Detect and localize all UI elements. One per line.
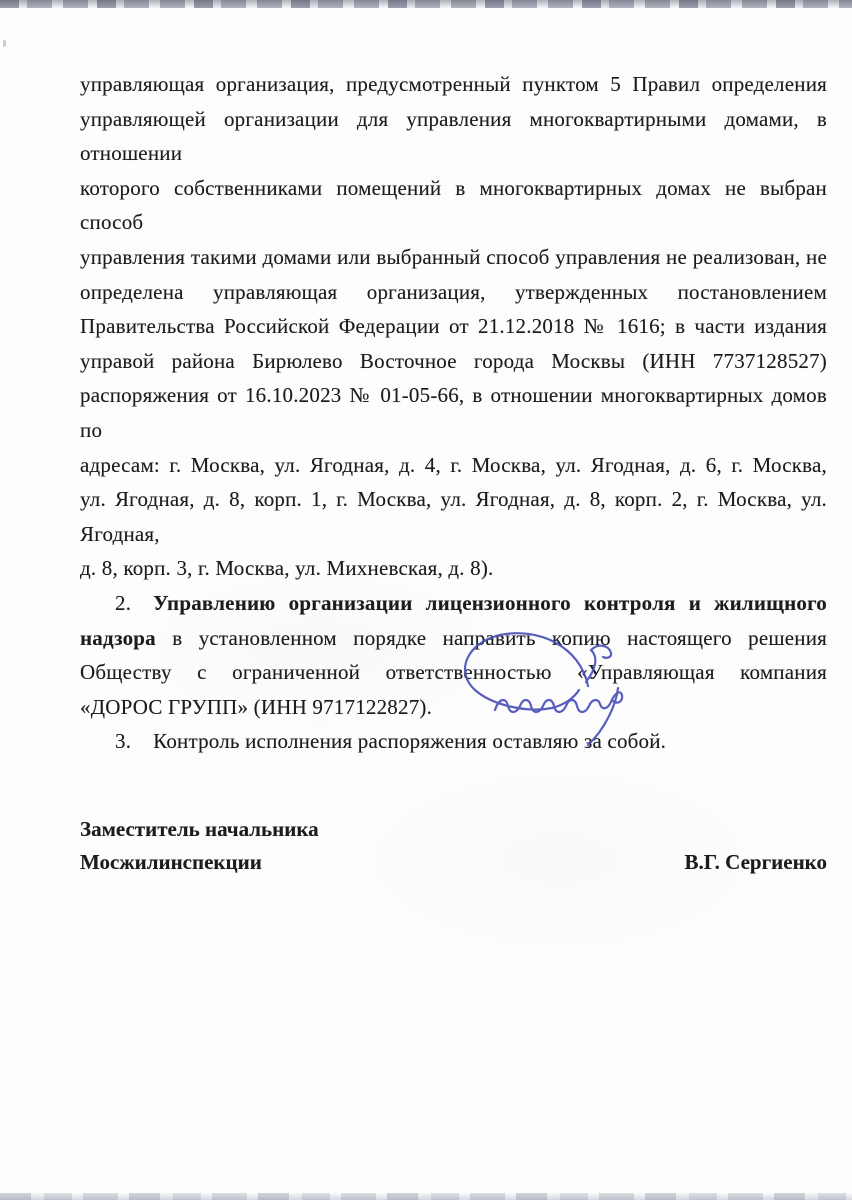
document-line [80,275,827,310]
text-segment: распоряжения от 16.10.2023 № 01-05-66, в отношении многоквартирных домов по [80,383,827,442]
text-segment: которого собственниками помещений в многоквартирных домах не выбран способ [80,175,827,235]
document-line [80,102,827,171]
text-segment: управляющей организации для управления многоквартирными домами, в отношении [80,106,827,166]
text-segment: ул. Ягодная, д. 8, корп. 1, г. Москва, ул. Ягодная, д. 8, корп. 2, г. Москва, ул. Ягодная, [80,487,827,546]
text-segment: управления такими домами или выбранный способ управления не реализован, не [80,244,827,269]
document-line [80,67,827,102]
text-segment: Правительства Российской Федерации от 21.12.2018 № 1616; в части издания [80,314,827,339]
signer-title-line-2: Мосжилинспекции [80,850,262,875]
signoff-row-2 [80,846,827,880]
text-segment: управой района Бирюлево Восточное города Москвы (ИНН 7737128527) [80,348,827,373]
scan-artifact-top-edge [0,0,852,8]
signoff-row-1 [80,813,827,847]
text-segment: управляющая организация, предусмотренный пунктом 5 Правил определения [80,72,827,96]
scan-speck [3,40,6,47]
signer-title-line-1: Заместитель начальника [80,816,319,841]
tab-spacer [131,609,153,610]
text-segment: Контроль исполнения распоряжения оставляю за собой. [153,729,667,754]
text-segment: «ДОРОС ГРУПП» (ИНН 9717122827). [80,694,433,719]
document-line [80,240,827,275]
document-line [80,344,827,379]
document-line [80,482,827,551]
text-segment: Обществу с ограниченной ответственностью «Управляющая компания [80,660,827,685]
scan-artifact-bottom-edge [0,1193,852,1200]
document-line [80,448,827,483]
text-segment: определена управляющая организация, утвержденных постановлением [80,279,827,304]
document-line [80,586,827,621]
document-line [80,378,827,447]
text-segment: надзора [80,625,156,650]
document-line [80,309,827,344]
text-segment: д. 8, корп. 3, г. Москва, ул. Михневская, д. 8). [80,556,494,581]
signoff-block [80,813,827,880]
text-segment: 2. [115,590,132,615]
text-segment: 3. [115,729,132,754]
signature-ink [448,624,688,759]
tab-spacer [131,747,153,748]
signer-name: В.Г. Сергиенко [684,850,827,875]
text-segment: Управлению организации лицензионного контроля и жилищного [153,590,827,615]
document-line [80,551,827,586]
text-segment: адресам: г. Москва, ул. Ягодная, д. 4, г. Москва, ул. Ягодная, д. 6, г. Москва, [80,452,827,477]
text-segment: в установленном порядке направить копию настоящего решения [155,625,827,650]
document-line [80,171,827,240]
